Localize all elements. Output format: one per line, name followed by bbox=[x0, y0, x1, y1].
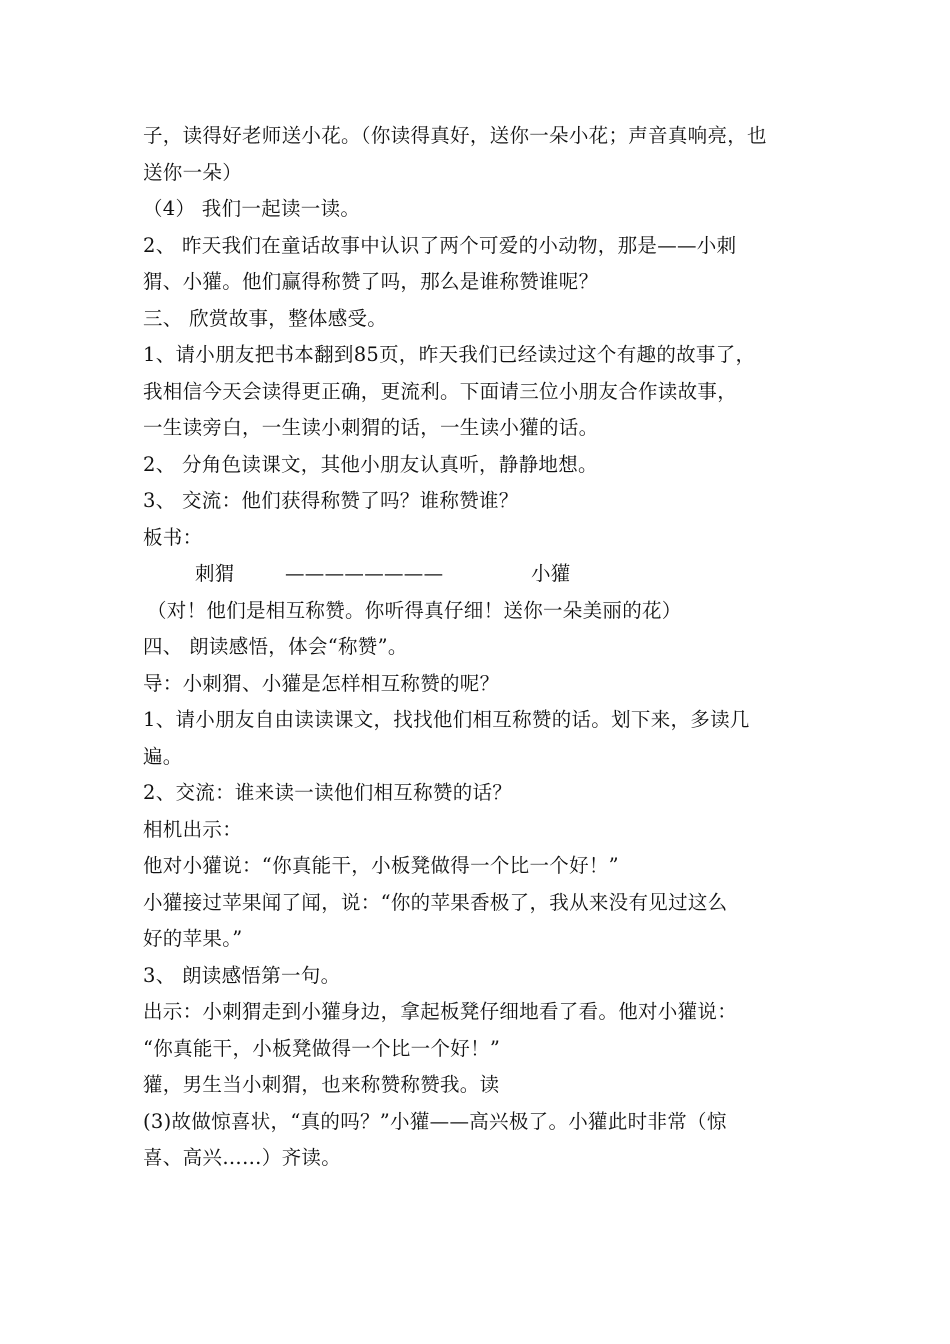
section-heading: 四、 朗读感悟，体会“称赞”。 bbox=[143, 635, 408, 658]
text-line: 1、请小朋友把书本翻到85页，昨天我们已经读过这个有趣的故事了， bbox=[143, 343, 756, 366]
text-line: 1、请小朋友自由读读课文，找找他们相互称赞的话。划下来，多读几 bbox=[143, 708, 750, 731]
document-body bbox=[143, 118, 823, 1177]
text-line: 3、 朗读感悟第一句。 bbox=[143, 963, 341, 987]
text-line: 一生读旁白，一生读小刺猬的话，一生读小獾的话。 bbox=[143, 416, 599, 439]
quote-line: “你真能干，小板凳做得一个比一个好！” bbox=[143, 1036, 501, 1060]
section-heading: 三、 欣赏故事，整体感受。 bbox=[143, 306, 388, 330]
text-line: (3)故做惊喜状，“真的吗？”小獾——高兴极了。小獾此时非常（惊 bbox=[143, 1109, 727, 1133]
text-line: 2、 分角色读课文，其他小朋友认真听，静静地想。 bbox=[143, 452, 598, 476]
text-line: 导：小刺猬、小獾是怎样相互称赞的呢？ bbox=[143, 671, 500, 695]
text-line: （对！他们是相互称赞。你听得真仔细！送你一朵美丽的花） bbox=[147, 598, 682, 622]
text-line: 相机出示： bbox=[143, 817, 243, 841]
text-line: 子，读得好老师送小花。（你读得真好，送你一朵小花；声音真响亮，也 bbox=[143, 124, 767, 147]
text-line: 送你一朵） bbox=[143, 160, 243, 184]
text-line: 喜、高兴……）齐读。 bbox=[143, 1146, 341, 1169]
text-line: （4） 我们一起读一读。 bbox=[143, 197, 361, 220]
board-writing bbox=[143, 556, 823, 593]
text-line: 猬、小獾。他们赢得称赞了吗，那么是谁称赞谁呢？ bbox=[143, 270, 599, 293]
board-connector: ———————— bbox=[285, 562, 444, 585]
quote-line: 他对小獾说：“你真能干，小板凳做得一个比一个好！” bbox=[143, 854, 619, 877]
quote-line: 小獾接过苹果闻了闻，说：“你的苹果香极了，我从来没有见过这么 bbox=[143, 890, 728, 914]
text-line: 我相信今天会读得更正确，更流利。下面请三位小朋友合作读故事， bbox=[143, 379, 738, 403]
text-line: 2、 昨天我们在童话故事中认识了两个可爱的小动物，那是——小刺 bbox=[143, 233, 737, 257]
text-line: 獾，男生当小刺猬，也来称赞称赞我。读 bbox=[143, 1073, 500, 1096]
text-line: 3、 交流：他们获得称赞了吗？谁称赞谁？ bbox=[143, 489, 519, 512]
board-right-term: 小獾 bbox=[531, 562, 571, 585]
text-line: 2、交流：谁来读一读他们相互称赞的话？ bbox=[143, 781, 513, 804]
text-line: 出示：小刺猬走到小獾身边，拿起板凳仔细地看了看。他对小獾说： bbox=[143, 1000, 738, 1023]
quote-line: 好的苹果。” bbox=[143, 927, 243, 950]
board-label: 板书： bbox=[143, 525, 203, 549]
text-line: 遍。 bbox=[143, 744, 183, 768]
board-left-term: 刺猬 bbox=[195, 562, 235, 585]
